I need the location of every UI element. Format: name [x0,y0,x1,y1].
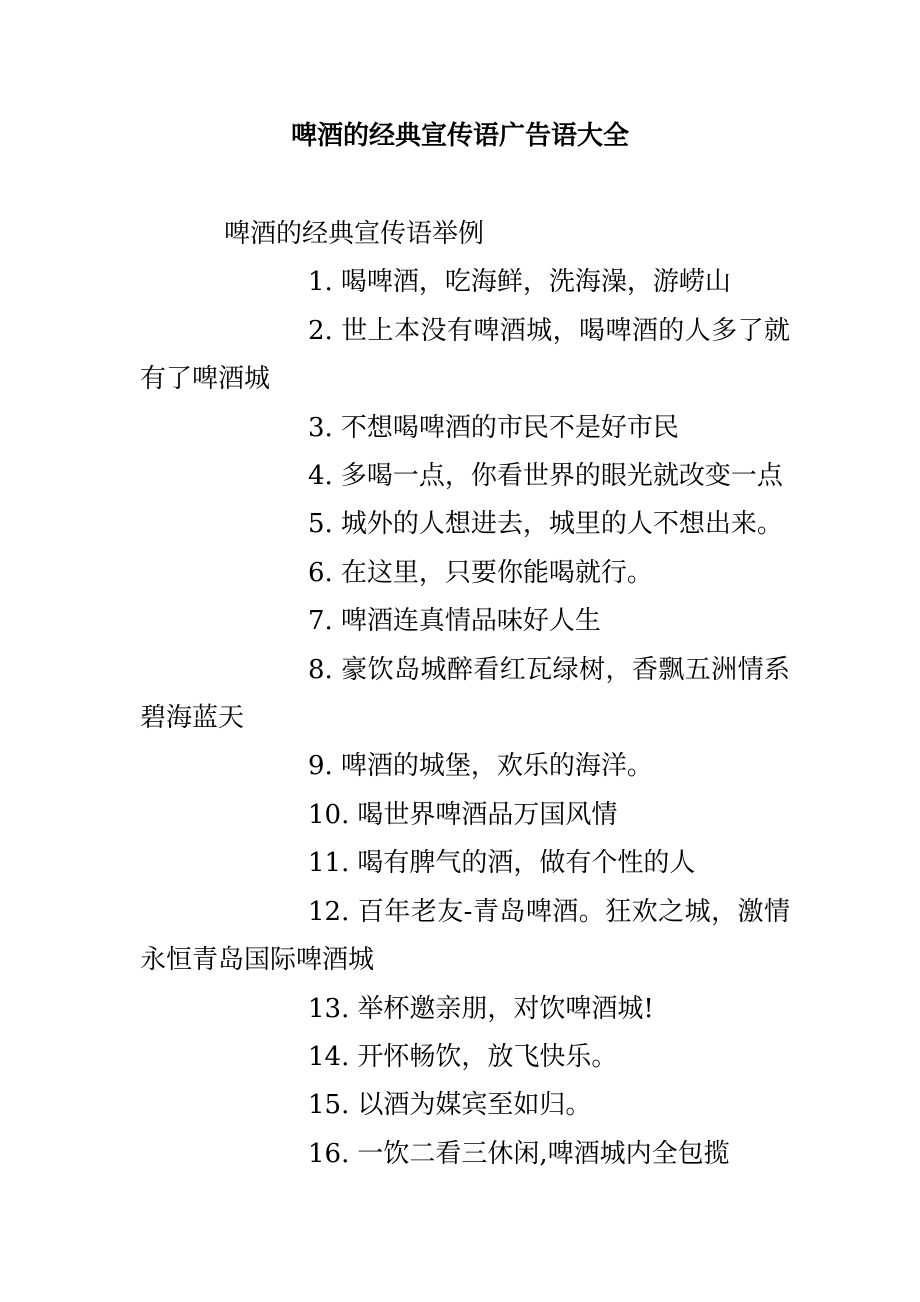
list-item-number: 2. [308,315,333,346]
document-body [140,210,790,1178]
list-item-text: 举杯邀亲朋，对饮啤酒城! [357,993,654,1024]
list-item [140,1130,790,1178]
list-item-number: 1. [308,267,333,298]
list-item [140,549,790,597]
list-item-text: 喝世界啤酒品万国风情 [357,799,618,830]
list-item-number: 16. [308,1138,350,1169]
list-item [140,258,790,306]
list-item [140,404,790,452]
list-item-text: 开怀畅饮，放飞快乐。 [357,1041,618,1072]
list-item-text: 不想喝啤酒的市民不是好市民 [340,412,679,443]
list-item-text: 世上本没有啤酒城，喝啤酒的人多了就有了啤酒城 [140,315,790,395]
list-item-text: 多喝一点，你看世界的眼光就改变一点 [340,461,783,492]
list-item [140,597,790,645]
list-item-number: 11. [308,848,350,879]
document-title: 啤酒的经典宣传语广告语大全 [290,121,629,151]
list-item-text: 在这里，只要你能喝就行。 [340,557,653,588]
list-item [140,646,790,743]
list-item [140,452,790,500]
list-item-text: 以酒为媒宾至如归。 [357,1090,592,1121]
list-item [140,1081,790,1129]
list-item [140,985,790,1033]
section-heading: 啤酒的经典宣传语举例 [224,219,485,249]
list-item [140,307,790,404]
list-item-number: 9. [308,751,333,782]
list-item [140,888,790,985]
list-item [140,742,790,790]
list-item-number: 12. [308,896,350,927]
list-item [140,839,790,887]
list-item-text: 一饮二看三休闲,啤酒城内全包揽 [357,1138,730,1169]
list-item-number: 4. [308,461,333,492]
list-item-number: 8. [308,654,333,685]
list-item-number: 13. [308,993,350,1024]
list-item-text: 百年老友-青岛啤酒。狂欢之城，激情永恒青岛国际啤酒城 [140,896,790,976]
list-item-number: 5. [308,509,333,540]
list-item [140,791,790,839]
list-item [140,500,790,548]
list-item-text: 啤酒的城堡，欢乐的海洋。 [340,751,653,782]
list-item-text: 啤酒连真情品味好人生 [340,606,601,637]
list-item-number: 14. [308,1041,350,1072]
list-item-number: 10. [308,799,350,830]
list-item-text: 喝有脾气的酒，做有个性的人 [357,848,696,879]
list-item-number: 15. [308,1090,350,1121]
list-item-text: 豪饮岛城醉看红瓦绿树，香飘五洲情系碧海蓝天 [140,654,790,734]
list-item-text: 城外的人想进去，城里的人不想出来。 [340,509,783,540]
list-item-number: 3. [308,412,333,443]
list-item [140,1033,790,1081]
list-item-text: 喝啤酒，吃海鲜，洗海澡，游崂山 [340,267,731,298]
list-item-number: 6. [308,557,333,588]
list-item-number: 7. [308,606,333,637]
